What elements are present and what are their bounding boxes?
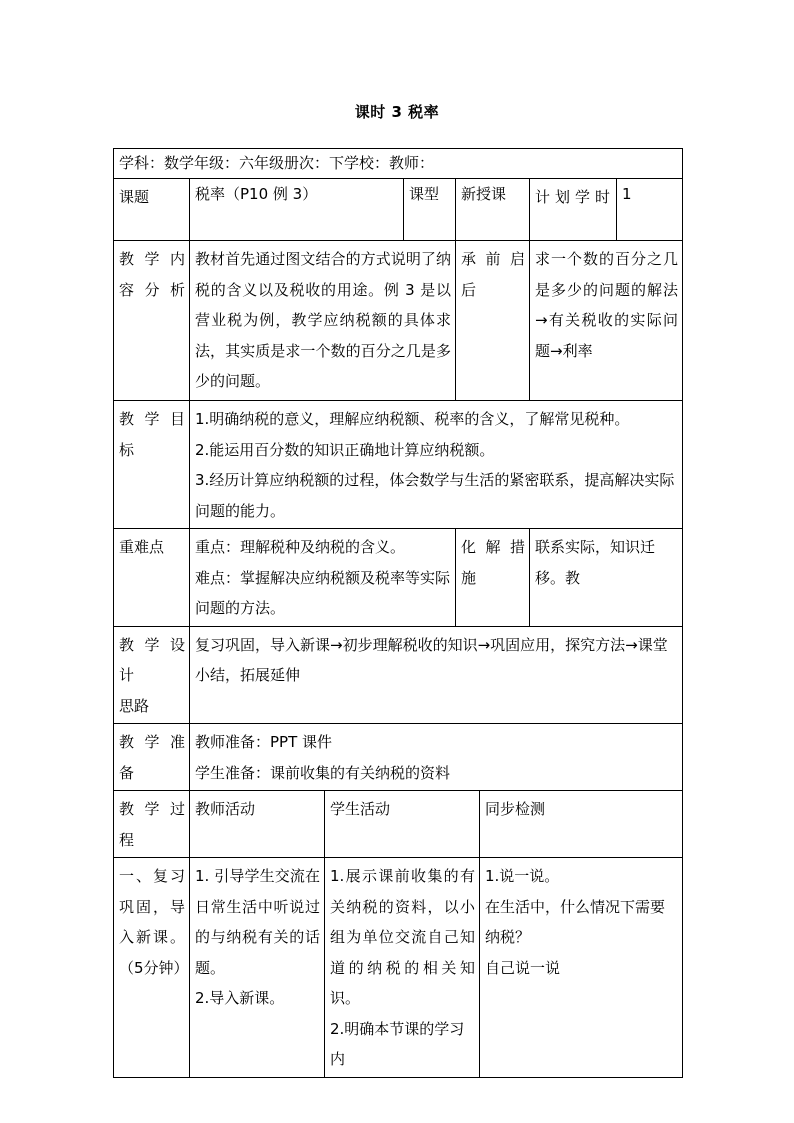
key-points-row xyxy=(114,529,683,627)
lesson-type-value: 新授课 xyxy=(456,179,530,241)
design-label-cell xyxy=(114,626,190,724)
key-points-cell xyxy=(190,529,456,627)
prep-row xyxy=(114,724,683,791)
process-header-row xyxy=(114,791,683,858)
stage-cell: 一、复习巩固，导入新课。（5分钟） xyxy=(114,858,190,1078)
measures-text: 联系实际，知识迁移。教 xyxy=(530,529,683,627)
teacher-activity-header: 教师活动 xyxy=(190,791,325,858)
focus-text: 重点：理解税种及纳税的含义。 xyxy=(195,538,406,556)
student-activity-header: 学生活动 xyxy=(325,791,480,858)
sync-check-1: 1.说一说。 xyxy=(485,867,560,885)
content-analysis-label: 教 学 内 容分析 xyxy=(114,241,190,401)
design-label-suffix: 思路 xyxy=(119,696,150,715)
connection-text: 求一个数的百分之几是多少的问题的解法→有关税收的实际问题→利率 xyxy=(530,241,683,401)
teacher-activity-2: 2.导入新课。 xyxy=(195,989,285,1007)
goal-item: 3.经历计算应纳税额的过程，体会数学与生活的紧密联系，提高解决实际问题的能力。 xyxy=(195,471,675,520)
student-activity-cell xyxy=(325,858,480,1078)
lesson-type-label: 课型 xyxy=(404,179,456,241)
process-row xyxy=(114,858,683,1078)
page-title: 课时 3 税率 xyxy=(354,103,440,121)
planned-hours-label: 计 划 学 时 xyxy=(530,179,617,241)
topic-label: 课题 xyxy=(114,179,190,241)
goals-label: 教 学 目 标 xyxy=(114,401,190,529)
connection-label: 承 前 启 后 xyxy=(456,241,530,401)
design-row xyxy=(114,626,683,724)
info-cell: 学科：数学年级：六年级册次：下学校：教师： xyxy=(114,149,683,179)
prep-label: 教 学 准 备 xyxy=(114,724,190,791)
student-prep: 学生准备：课前收集的有关纳税的资料 xyxy=(195,763,451,782)
teacher-prep: 教师准备：PPT 课件 xyxy=(195,733,333,751)
goals-row xyxy=(114,401,683,529)
design-label: 教 学 设 计 xyxy=(119,635,185,684)
process-label: 教 学 过 程 xyxy=(114,791,190,858)
measures-label: 化 解 措 施 xyxy=(456,529,530,627)
topic-row xyxy=(114,179,683,241)
content-analysis-text: 教材首先通过图文结合的方式说明了纳税的含义以及税收的用途。例 3 是以营业税为例，教学应纳税额的具体求法，其实质是求一个数的百分之几是多少的问题。 xyxy=(190,241,456,401)
goal-item: 2.能运用百分数的知识正确地计算应纳税额。 xyxy=(195,440,495,459)
sync-check-cell xyxy=(480,858,683,1078)
goals-cell xyxy=(190,401,683,529)
info-row xyxy=(114,149,683,179)
design-text: 复习巩固，导入新课→初步理解税收的知识→巩固应用，探究方法→课堂小结，拓展延伸 xyxy=(190,626,683,724)
teacher-activity-cell xyxy=(190,858,325,1078)
goal-item: 1.明确纳税的意义，理解应纳税额、税率的含义，了解常见税种。 xyxy=(195,410,630,428)
planned-hours-value: 1 xyxy=(617,179,683,241)
key-points-label: 重难点 xyxy=(114,529,190,627)
student-activity-2: 2.明确本节课的学习内 xyxy=(330,1019,465,1068)
student-activity-1: 1.展示课前收集的有关纳税的资料，以小组为单位交流自己知道的纳税的相关知识。 xyxy=(330,867,475,1007)
content-analysis-row xyxy=(114,241,683,401)
topic-value: 税率（P10 例 3） xyxy=(190,179,404,241)
sync-check-header: 同步检测 xyxy=(480,791,683,858)
difficulty-text: 难点：掌握解决应纳税额及税率等实际问题的方法。 xyxy=(195,568,451,617)
teacher-activity-1: 1. 引导学生交流在日常生活中听说过的与纳税有关的话题。 xyxy=(195,867,320,977)
sync-check-2: 在生活中，什么情况下需要纳税？ xyxy=(485,897,666,946)
prep-cell xyxy=(190,724,683,791)
sync-check-3: 自己说一说 xyxy=(485,958,561,977)
lesson-plan-table xyxy=(113,148,683,1078)
